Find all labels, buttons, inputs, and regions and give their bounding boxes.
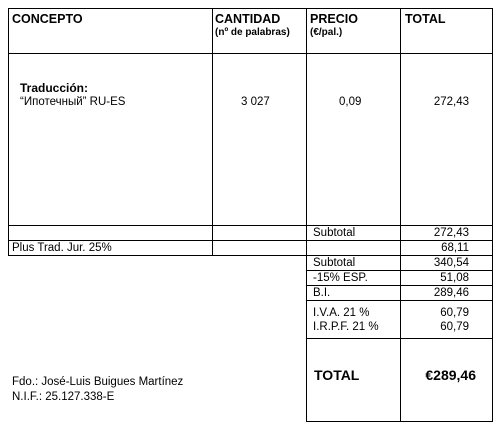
plus-label: Plus Trad. Jur. 25%: [12, 242, 112, 254]
item-description: “Ипотечный” RU-ES: [20, 96, 126, 108]
header-bottom-border: [8, 53, 492, 54]
item-quantity: 3 027: [241, 96, 270, 108]
header-concept: CONCEPTO: [12, 12, 83, 26]
body-bottom-border: [8, 225, 492, 226]
signature-line: Fdo.: José-Luis Buigues Martínez: [12, 376, 184, 388]
header-total: TOTAL: [405, 12, 446, 26]
row-divider-d: [306, 285, 492, 286]
iva-value: 60,79: [440, 307, 469, 319]
subtotal2-value: 340,54: [433, 257, 469, 269]
nif-line: N.I.F.: 25.127.338-E: [12, 391, 115, 403]
table-top-border: [8, 8, 492, 9]
header-price-sub: (€/pal.): [310, 27, 343, 38]
grand-total-value: €289,46: [425, 367, 476, 383]
item-title: Traducción:: [20, 81, 89, 95]
row-divider-f: [306, 338, 492, 339]
row-divider-c: [306, 270, 492, 271]
irpf-value: 60,79: [440, 321, 469, 333]
table-right-border: [492, 8, 493, 422]
grand-total-label: TOTAL: [314, 367, 360, 383]
bi-value: 289,46: [433, 287, 469, 299]
table-left-border: [8, 8, 9, 255]
col-divider-3: [400, 8, 401, 422]
item-total: 272,43: [433, 96, 469, 108]
plus-value: 68,11: [441, 242, 469, 254]
row-divider-b: [8, 255, 492, 256]
item-price: 0,09: [339, 96, 362, 108]
bi-label: B.I.: [313, 287, 331, 299]
row-divider-e: [306, 300, 492, 301]
iva-label: I.V.A. 21 %: [313, 307, 370, 319]
header-quantity-sub: (nº de palabras): [215, 27, 290, 38]
col-divider-1: [212, 8, 213, 255]
subtotal1-label: Subtotal: [313, 227, 356, 239]
row-divider-a: [8, 240, 492, 241]
header-price: PRECIO: [310, 12, 358, 26]
discount-value: 51,08: [440, 272, 469, 284]
irpf-label: I.R.P.F. 21 %: [313, 321, 379, 333]
discount-label: -15% ESP.: [313, 272, 368, 284]
header-quantity: CANTIDAD: [215, 12, 281, 26]
subtotal2-label: Subtotal: [313, 257, 356, 269]
subtotal1-value: 272,43: [433, 227, 469, 239]
col-divider-2: [306, 8, 307, 422]
